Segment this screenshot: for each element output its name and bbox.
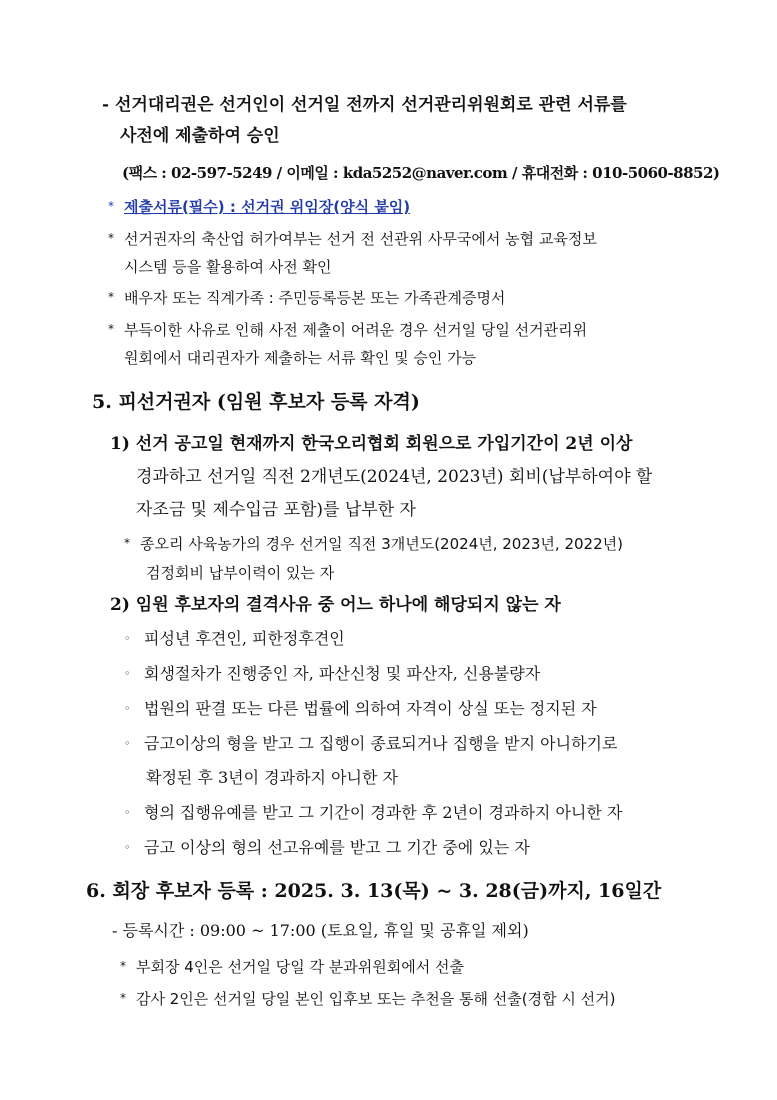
eligibility-item-1: 1) 선거 공고일 현재까지 한국오리협회 회원으로 가입기간이 2년 이상 [110, 434, 633, 454]
proxy-line-2: 사전에 제출하여 승인 [120, 126, 280, 146]
section-6-title: 6. 회장 후보자 등록 : 2025. 3. 13(목) ~ 3. 28(금)까지, 16일간 [86, 880, 662, 902]
eligibility-item-1-cont: 경과하고 선거일 직전 2개년도(2024년, 2023년) 회비(납부하여야 할 [136, 467, 653, 487]
disqualification-text: 금고이상의 형을 받고 그 집행이 종료되거나 집행을 받지 아니하기로 [144, 734, 618, 753]
proxy-note [108, 321, 587, 339]
disqualification-item [124, 838, 530, 857]
disqualification-text: 형의 집행유예를 받고 그 기간이 경과한 후 2년이 경과하지 아니한 자 [144, 803, 623, 822]
proxy-note [108, 230, 597, 248]
star-bullet-icon: * [108, 199, 114, 213]
disqualification-continued: 확정된 후 3년이 경과하지 아니한 자 [146, 768, 398, 787]
disqualification-item [124, 803, 622, 822]
disqualification-item [124, 699, 597, 718]
star-bullet-icon: * [108, 290, 114, 304]
circle-bullet-icon: ◦ [124, 667, 131, 680]
circle-bullet-icon: ◦ [124, 632, 131, 645]
section-6-note-text: 부회장 4인은 선거일 당일 각 분과위원회에서 선출 [136, 958, 464, 976]
proxy-note-text: 선거권자의 축산업 허가여부는 선거 전 선관위 사무국에서 농협 교육정보 [124, 230, 597, 248]
circle-bullet-icon: ◦ [124, 841, 131, 854]
circle-bullet-icon: ◦ [124, 702, 131, 715]
eligibility-note [124, 535, 623, 553]
star-bullet-icon: * [120, 959, 126, 973]
proxy-note [108, 289, 505, 307]
section-6-note [120, 990, 615, 1008]
circle-bullet-icon: ◦ [124, 737, 131, 750]
disqualification-item [124, 629, 345, 648]
section-6-note-text: 감사 2인은 선거일 당일 본인 입후보 또는 추천을 통해 선출(경합 시 선거) [136, 990, 616, 1008]
eligibility-item-1-cont: 자조금 및 제수입금 포함)를 납부한 자 [136, 500, 416, 520]
eligibility-item-2: 2) 임원 후보자의 결격사유 중 어느 하나에 해당되지 않는 자 [110, 595, 561, 615]
star-bullet-icon: * [124, 536, 130, 550]
star-bullet-icon: * [108, 231, 114, 245]
section-6-note [120, 958, 464, 976]
disqualification-text: 회생절차가 진행중인 자, 파산신청 및 파산자, 신용불량자 [144, 664, 541, 683]
proxy-line-1: - 선거대리권은 선거인이 선거일 전까지 선거관리위원회로 관련 서류를 [102, 95, 627, 115]
eligibility-note-text: 종오리 사육농가의 경우 선거일 직전 3개년도(2024년, 2023년, 2022년) [140, 535, 623, 553]
required-docs [108, 198, 410, 216]
disqualification-text: 법원의 판결 또는 다른 법률에 의하여 자격이 상실 또는 정지된 자 [144, 699, 597, 718]
proxy-note-text: 부득이한 사유로 인해 사전 제출이 어려운 경우 선거일 당일 선거관리위 [124, 321, 588, 339]
eligibility-note-continued: 검정회비 납부이력이 있는 자 [146, 564, 335, 582]
disqualification-item [124, 664, 540, 683]
proxy-note-text: 배우자 또는 직계가족 : 주민등록등본 또는 가족관계증명서 [124, 289, 506, 307]
disqualification-text: 금고 이상의 형의 선고유예를 받고 그 기간 중에 있는 자 [144, 838, 530, 857]
star-bullet-icon: * [120, 991, 126, 1005]
disqualification-item [124, 734, 617, 753]
circle-bullet-icon: ◦ [124, 806, 131, 819]
star-bullet-icon: * [108, 322, 114, 336]
disqualification-text: 피성년 후견인, 피한정후견인 [144, 629, 345, 648]
registration-hours: - 등록시간 : 09:00 ~ 17:00 (토요일, 휴일 및 공휴일 제외) [112, 921, 529, 940]
section-5-title: 5. 피선거권자 (임원 후보자 등록 자격) [92, 391, 420, 413]
proxy-note-continued: 시스템 등을 활용하여 사전 확인 [124, 258, 332, 276]
contact-info: (팩스 : 02-597-5249 / 이메일 : kda5252@naver.com / 휴대전화 : 010-5060-8852) [122, 164, 720, 182]
proxy-note-continued: 원회에서 대리권자가 제출하는 서류 확인 및 승인 가능 [124, 349, 477, 367]
required-docs-text: 제출서류(필수) : 선거권 위임장(양식 붙임) [124, 198, 411, 216]
